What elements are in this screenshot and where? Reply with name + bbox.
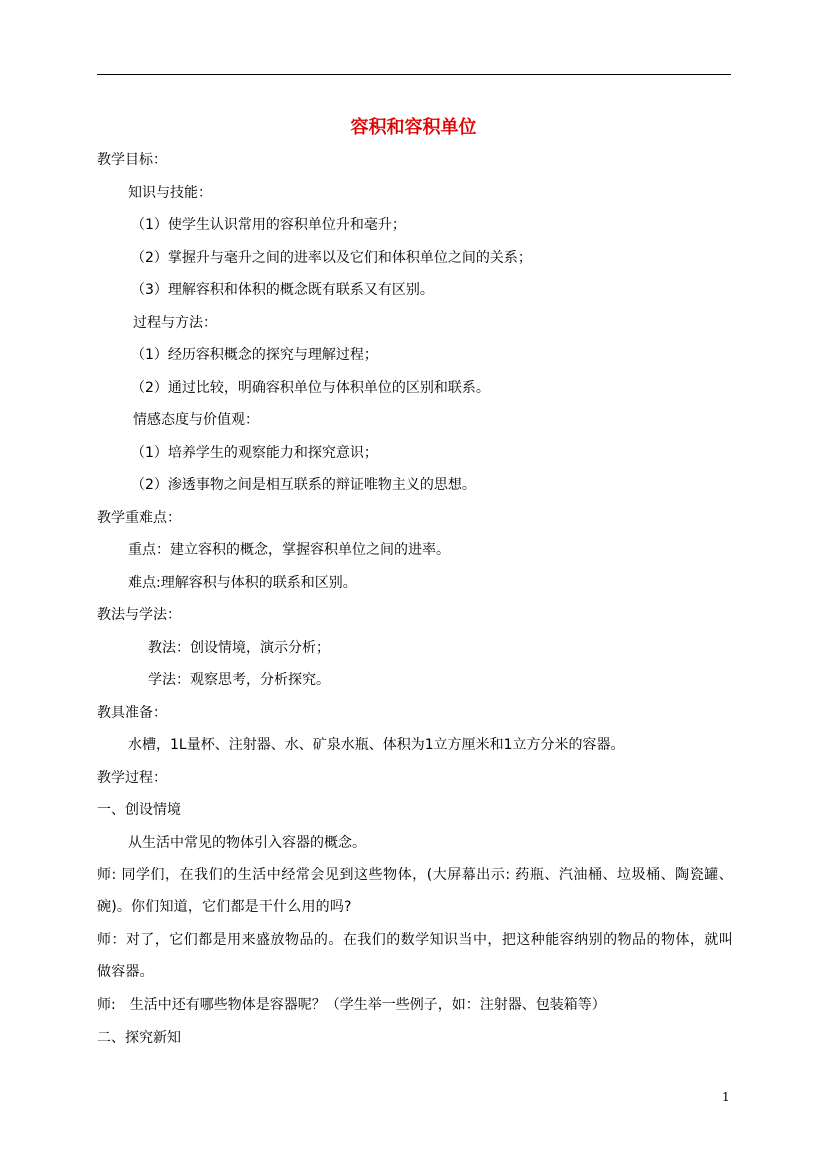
document-title: 容积和容积单位 — [350, 117, 477, 138]
process-item-2: （2）通过比较，明确容积单位与体积单位的区别和联系。 — [131, 380, 490, 396]
goals-heading: 教学目标： — [97, 152, 167, 168]
emotion-heading: 情感态度与价值观： — [133, 412, 259, 428]
knowledge-item-1: （1）使学生认识常用的容积单位升和毫升； — [131, 217, 406, 233]
header-rule — [97, 74, 731, 75]
teacher-line-2: 师：对了，它们都是用来盛放物品的。在我们的数学知识当中，把这种能容纳别的物品的物体，就叫做容器。 — [97, 932, 733, 980]
process-method-heading: 过程与方法： — [133, 315, 217, 331]
page-number: 1 — [722, 1090, 730, 1104]
intro-text: 从生活中常见的物体引入容器的概念。 — [128, 835, 366, 851]
tools-heading: 教具准备： — [97, 705, 167, 721]
knowledge-item-3: （3）理解容积和体积的概念既有联系又有区别。 — [131, 282, 434, 298]
tools-list: 水槽，1L量杯、注射器、水、矿泉水瓶、体积为1立方厘米和1立方分米的容器。 — [128, 737, 625, 753]
teacher-line-1: 师: 同学们，在我们的生活中经常会见到这些物体，(大屏幕出示: 药瓶、汽油桶、垃圾桶、陶瓷罐、碗)。你们知道，它们都是干什么用的吗? — [97, 867, 733, 915]
teacher-line-3: 师: 生活中还有哪些物体是容器呢？（学生举一些例子，如：注射器、包装箱等） — [97, 997, 606, 1013]
emotion-item-2: （2）渗透事物之间是相互联系的辩证唯物主义的思想。 — [131, 477, 476, 493]
section-1-heading: 一、创设情境 — [97, 802, 181, 818]
process-item-1: （1）经历容积概念的探究与理解过程； — [131, 347, 378, 363]
teaching-method: 教法：创设情境，演示分析； — [148, 640, 330, 656]
emotion-item-1: （1）培养学生的观察能力和探究意识； — [131, 445, 378, 461]
section-2-heading: 二、探究新知 — [97, 1030, 181, 1046]
teaching-process-heading: 教学过程： — [97, 770, 167, 786]
method-heading: 教法与学法： — [97, 607, 181, 623]
key-points-heading: 教学重难点： — [97, 510, 181, 526]
learning-method: 学法：观察思考，分析探究。 — [148, 672, 330, 688]
key-point: 重点：建立容积的概念，掌握容积单位之间的进率。 — [128, 542, 450, 558]
knowledge-item-2: （2）掌握升与毫升之间的进率以及它们和体积单位之间的关系； — [131, 250, 532, 266]
knowledge-heading: 知识与技能： — [128, 185, 212, 201]
difficult-point: 难点:理解容积与体积的联系和区别。 — [128, 575, 357, 591]
